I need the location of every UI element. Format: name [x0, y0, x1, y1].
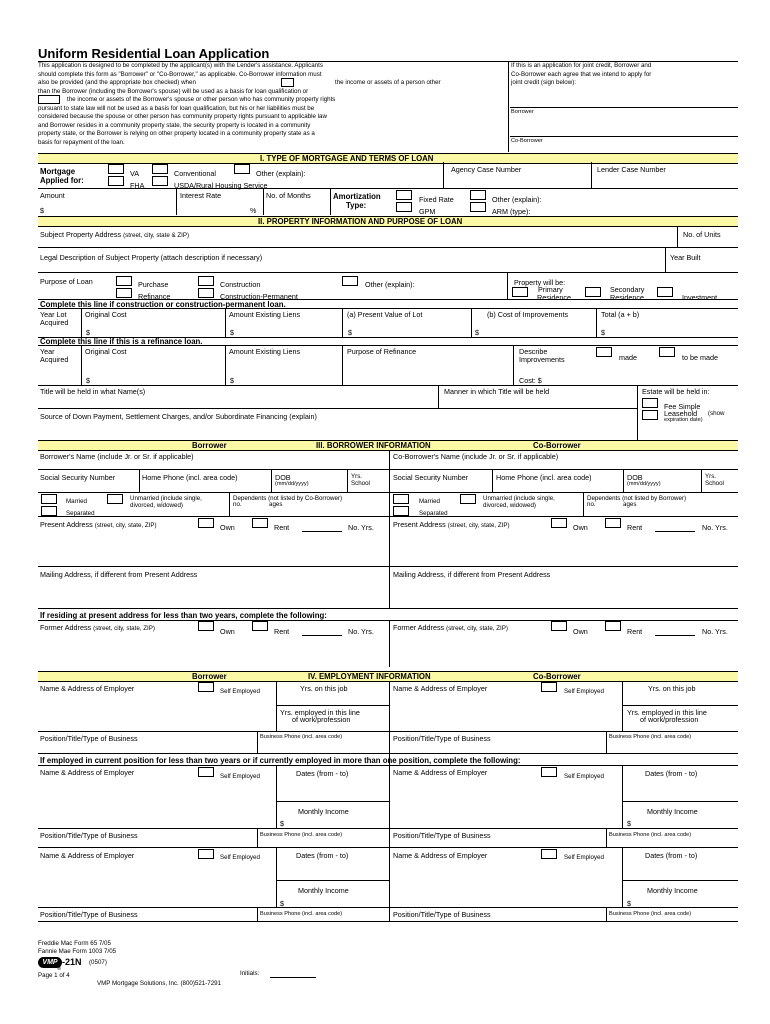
borrower-separated-checkbox[interactable] — [41, 506, 57, 516]
coborrower-former-address-label: Former Address (street, city, state, ZIP) — [393, 623, 508, 632]
borrower-unmarried-checkbox[interactable] — [107, 494, 123, 504]
subject-property-label: Subject Property Address (street, city, state & ZIP) — [40, 230, 190, 239]
usda-checkbox[interactable] — [152, 176, 168, 186]
coborrower-signature-label: Co-Borrower — [511, 138, 543, 144]
coborrower-former-rent-checkbox[interactable] — [605, 621, 621, 631]
borrower-former-address-label: Former Address (street, city, state, ZIP) — [40, 623, 155, 632]
section-3-header: Borrower III. BORROWER INFORMATION Co-Borrower — [38, 440, 738, 451]
source-down-payment-label: Source of Down Payment, Settlement Charges, and/or Subordinate Financing (explain) — [40, 412, 317, 421]
interest-rate-label: Interest Rate — [180, 191, 222, 200]
coborrower-separated-checkbox[interactable] — [393, 506, 409, 516]
coborrower-unmarried-checkbox[interactable] — [460, 494, 476, 504]
coborrower-info-checkbox-1[interactable] — [281, 78, 294, 87]
section-4-header: Borrower IV. EMPLOYMENT INFORMATION Co-Borrower — [38, 671, 738, 682]
months-label: No. of Months — [266, 191, 311, 200]
purpose-of-loan-label: Purpose of Loan — [40, 277, 93, 286]
vmp-company: VMP Mortgage Solutions, Inc. (800)521-7291 — [97, 980, 222, 987]
borrower-signature-label: Borrower — [511, 109, 534, 115]
leasehold-checkbox[interactable] — [642, 410, 658, 420]
property-will-be-label: Property will be: — [514, 278, 566, 287]
borrower-rent-checkbox[interactable] — [252, 518, 268, 528]
initials-line[interactable] — [270, 977, 316, 978]
fha-checkbox[interactable] — [108, 176, 124, 186]
section-2-header: II. PROPERTY INFORMATION AND PURPOSE OF LOAN — [38, 216, 738, 227]
coborrower-self-employed-checkbox-3[interactable] — [541, 849, 557, 859]
refinance-line-heading: Complete this line if this is a refinance loan. — [40, 337, 203, 346]
primary-residence-checkbox[interactable] — [512, 287, 528, 297]
borrower-present-address-label: Present Address (street, city, state, ZIP) — [40, 520, 157, 529]
lender-case-label: Lender Case Number — [597, 165, 666, 174]
secondary-residence-checkbox[interactable] — [585, 287, 601, 297]
coborrower-present-address-label: Present Address (street, city, state, ZIP) — [393, 520, 510, 529]
refinance-checkbox[interactable] — [116, 288, 132, 298]
coborrower-name-label: Co-Borrower's Name (include Jr. or Sr. if applicable) — [393, 452, 559, 461]
construction-checkbox[interactable] — [198, 276, 214, 286]
mortgage-applied-label: Mortgage — [40, 167, 76, 176]
fixed-rate-checkbox[interactable] — [396, 190, 412, 200]
amortization-label: Amortization — [333, 192, 381, 201]
manner-title-label: Manner in which Title will be held — [444, 387, 550, 396]
year-built-label: Year Built — [670, 253, 701, 262]
borrower-former-own-checkbox[interactable] — [198, 621, 214, 631]
construction-permanent-checkbox[interactable] — [198, 288, 214, 298]
coborrower-former-own-checkbox[interactable] — [551, 621, 567, 631]
investment-checkbox[interactable] — [657, 287, 673, 297]
estate-label: Estate will be held in: — [642, 387, 710, 396]
legal-description-label: Legal Description of Subject Property (attach description if necessary) — [40, 253, 263, 262]
registered-mark: ® — [57, 966, 62, 972]
form-code: (0507) — [89, 959, 107, 966]
conventional-checkbox[interactable] — [152, 164, 168, 174]
section-1-header: I. TYPE OF MORTGAGE AND TERMS OF LOAN — [38, 153, 738, 164]
improvements-to-be-made-checkbox[interactable] — [659, 347, 675, 357]
arm-checkbox[interactable] — [470, 202, 486, 212]
residing-line-heading: If residing at present address for less than two years, complete the following: — [40, 611, 327, 620]
cost-label: Cost: $ — [519, 376, 542, 385]
joint-credit-text: If this is an application for joint credit, Borrower and — [511, 62, 652, 69]
other-amortization-checkbox[interactable] — [470, 190, 486, 200]
borrower-mailing-label: Mailing Address, if different from Present Address — [40, 570, 198, 579]
borrower-name-label: Borrower's Name (include Jr. or Sr. if applicable) — [40, 452, 194, 461]
borrower-self-employed-checkbox-2[interactable] — [198, 767, 214, 777]
borrower-own-checkbox[interactable] — [198, 518, 214, 528]
borrower-signature-line[interactable] — [510, 136, 738, 137]
units-label: No. of Units — [683, 230, 721, 239]
fannie-mae-form: Fannie Mae Form 1003 7/05 — [38, 948, 117, 955]
agency-case-label: Agency Case Number — [451, 165, 522, 174]
gpm-checkbox[interactable] — [396, 202, 412, 212]
improvements-made-checkbox[interactable] — [596, 347, 612, 357]
other-purpose-checkbox[interactable] — [342, 276, 358, 286]
freddie-mac-form: Freddie Mac Form 65 7/05 — [38, 940, 111, 947]
coborrower-mailing-label: Mailing Address, if different from Present Address — [393, 570, 551, 579]
title-held-label: Title will be held in what Name(s) — [40, 387, 146, 396]
coborrower-rent-checkbox[interactable] — [605, 518, 621, 528]
coborrower-own-checkbox[interactable] — [551, 518, 567, 528]
form-number: -21N — [62, 957, 82, 967]
construction-line-heading: Complete this line if construction or construction-permanent loan. — [40, 300, 286, 309]
borrower-married-checkbox[interactable] — [41, 494, 57, 504]
amount-label: Amount — [40, 191, 65, 200]
borrower-employer-label: Name & Address of Employer — [40, 684, 135, 693]
coborrower-employer-label: Name & Address of Employer — [393, 684, 488, 693]
initials-label: Initials: — [240, 970, 260, 977]
employed-line-heading: If employed in current position for less than two years or if currently employed in more than one position, complete the following: — [40, 756, 521, 765]
vmp-logo: VMP — [38, 957, 62, 968]
fee-simple-checkbox[interactable] — [642, 398, 658, 408]
coborrower-married-checkbox[interactable] — [393, 494, 409, 504]
other-mortgage-checkbox[interactable] — [234, 164, 250, 174]
purchase-checkbox[interactable] — [116, 276, 132, 286]
borrower-former-rent-checkbox[interactable] — [252, 621, 268, 631]
borrower-self-employed-checkbox-3[interactable] — [198, 849, 214, 859]
coborrower-info-checkbox-2[interactable] — [38, 95, 60, 104]
coborrower-self-employed-checkbox-2[interactable] — [541, 767, 557, 777]
va-checkbox[interactable] — [108, 164, 124, 174]
loan-application-page: Uniform Residential Loan Application This application is designed to be completed by the applicant(s) with the Lender's assistance. Applicants should complete this form as "Borrower" or "Co-Borrower," as applicable. Co-Borrower information must also be provided (and the appropriate box checked) when the income or assets of a person other than the Borrower (including the Borrower's spouse) will be used as a basis for loan qualification or the income or assets of the Borrower's spouse or other person who has community property rights pursuant to state law will not be used as a basis for loan qualification, but his or her liabilities must be considered because the spouse or other person has community property rights pursuant to applicable law and Borrower resides in a community property state, the security property is located in a community property state, or the Borrower is relying on other property located in a community property state as a basis for repayment of the loan. If this is an application for joint credit, Borrower and Co-Borrower each agree that we intend to apply for joint credit (sign below): Borrower Co-Borrower I. TYPE OF MORTGAGE AND TERMS OF LOAN Mortgage Applied for: VA Conventional Other (explain): FHA USDA/Rural Housing Service Agency Case Number Lender Case Number Amount $ Interest Rate % No. of Months Amortization Type: Fixed Rate GPM Other (explain): ARM (type): II. PROPERTY INFORMATION AND PURPOSE OF LOAN Subject Property Address (street, city, state & ZIP) No. of Units Legal Description of Subject Property (attach description if necessary) Year Built Purpose of Loan Purchase Refinance Construction Construction-Permanent Other (explain): Property will be: Primary Residence Secondary Residence Investment Complete this line if construction or construction-permanent loan. Year Lot Acquired Original Cost Amount Existing Liens (a) Present Value of Lot (b) Cost of Improvements Total (a + b) $ $ $ $ $ Complete this line if this is a refinance loan. Year Acquired Original Cost Amount Existing Liens Purpose of Refinance Describe Improvements made to be made $ $ Cost: $ Title will be held in what Name(s) Manner in which Title will be held Estate will be held in: Fee Simple Leasehold (show expiration date) Source of Down Payment, Settlement Charges, and/or Subordinate Financing (explain) Borrower III. BORROWER INFORMATION Co-Borrower Borrower's Name (include Jr. or Sr. if applicable) Co-Borrower's Name (include Jr. or Sr. if applicable) Social Security Number Home Phone (incl. area code) DOB (mm/dd/yyyy) Yrs. School Social Security Number Home Phone (incl. area code) DOB (mm/dd/yyyy) Yrs. School Married Unmarried (include single, divorced, widowed) Separated Dependents (not listed by Co-Borrower) no. ages Married Unmarried (include single, divorced, widowed) Separated Dependents (not listed by Borrower) no. ages Present Address (street, city, state, ZIP) Own Rent No. Yrs. Present Address (street, city, state, ZIP) Own Rent No. Yrs. Mailing Address, if different from Present Address Mailing Address, if different from Present Address If residing at present address for less than two years, complete the following: Former Address (street, city, state, ZIP) Own Rent No. Yrs. Former Address (street, city, state, ZIP) Own Rent No. Yrs. Borrower IV. EMPLOYMENT INFORMATION Co-Borrower Name & Address of Employer Self Employed Yrs. on this job Yrs. employed in this line of work/profession Name & Address of Employer Self Employed Yrs. on this job Yrs. employed in this line of work/profession Position/Title/Type of Business Business Phone (incl. area code) Position/Title/Type of Business Business Phone (incl. area code) If employed in current position for less than two years or if currently employed in more than one position, complete the following: Name & Address of Employer Self Employed Dates (from - to) Monthly Income $ Name & Address of Employer Self Employed Dates (from - to) Monthly Income $ Position/Title/Type of Business Business Phone (incl. area code) Position/Title/Type of Business Business Phone (incl. area code) Name & Address of Employer Self Employed Dates (from - to) Monthly Income $ Name & Address of Employer Self Employed Dates (from - to) Monthly Income $ Position/Title/Type of Business Business Phone (incl. area code) Position/Title/Type of Business Business Phone (incl. area code) Freddie Mac Form 65 7/05 Fannie Mae Form 1003 7/05 VMP -21N (0507) ® Page 1 of 4 Initials: VMP Mortgage Solutions, Inc. (800)521-7291 — [0, 0, 770, 1024]
form-title: Uniform Residential Loan Application — [38, 46, 270, 61]
page-number: Page 1 of 4 — [38, 972, 70, 979]
coborrower-self-employed-checkbox[interactable] — [541, 682, 557, 692]
borrower-self-employed-checkbox[interactable] — [198, 682, 214, 692]
